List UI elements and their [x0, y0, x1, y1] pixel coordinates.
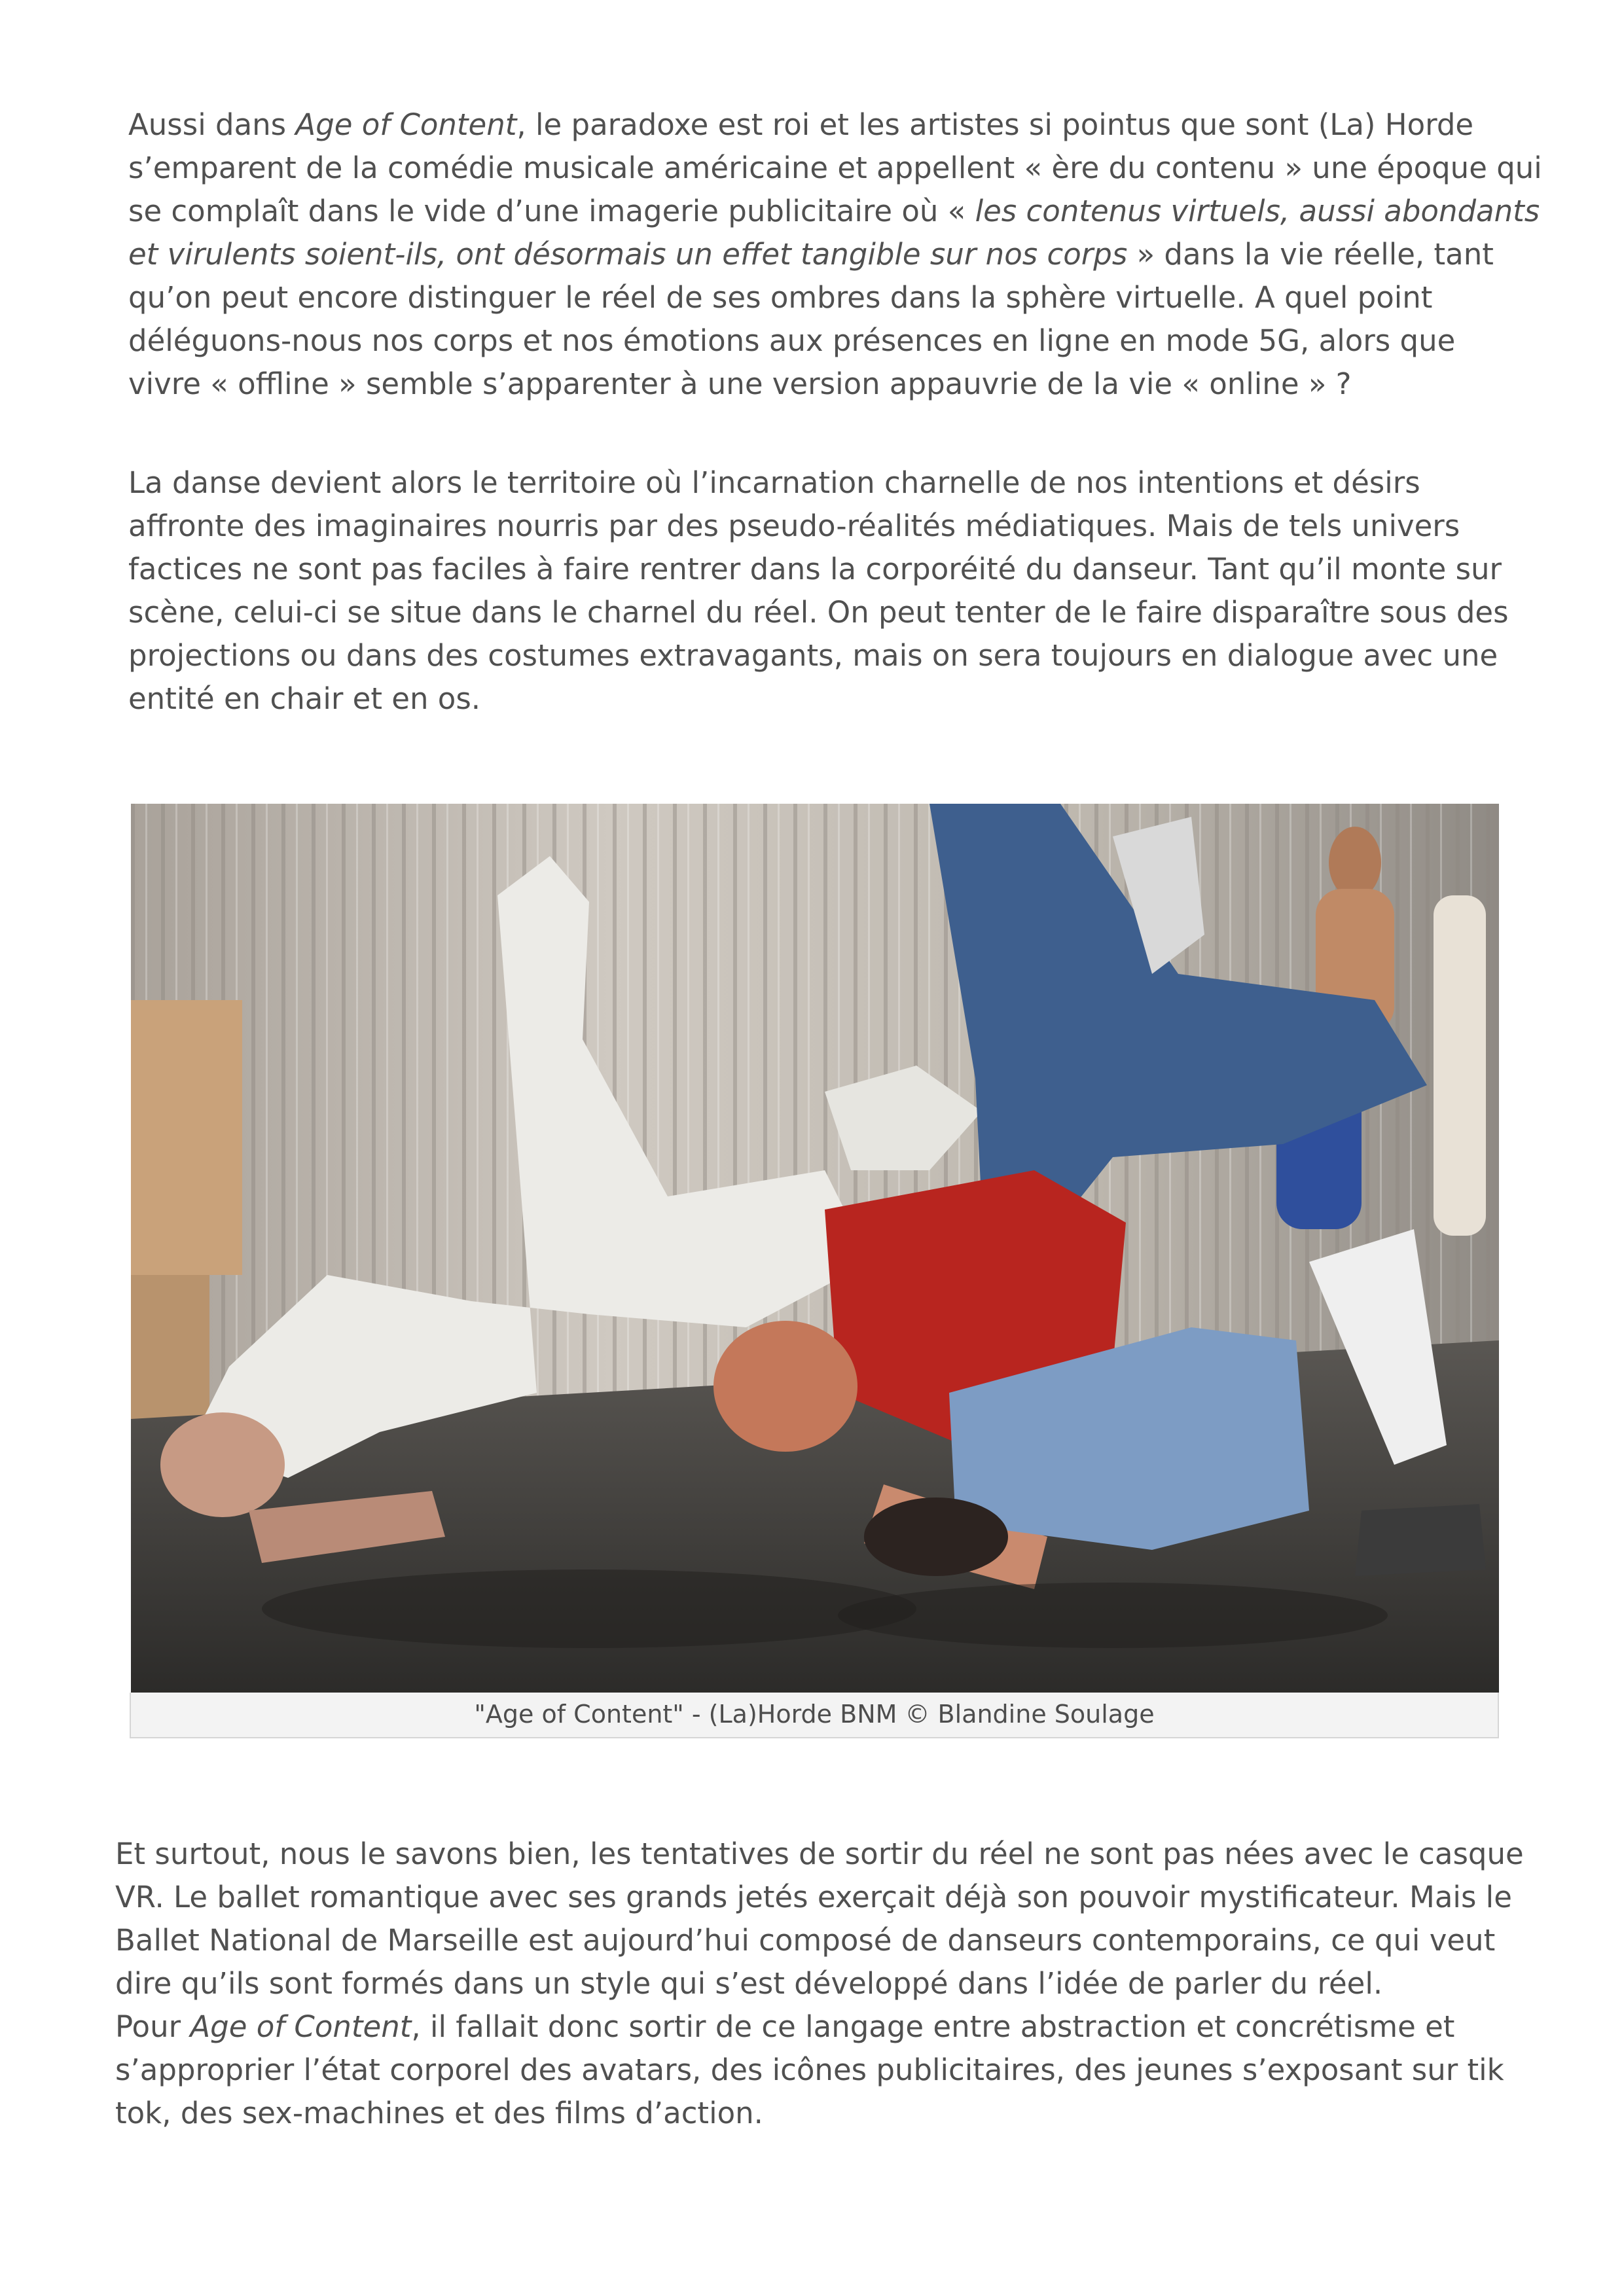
- text-line: [128, 461, 1509, 505]
- italic-text-run: Age of Content: [295, 107, 517, 142]
- text-run: projections ou dans des costumes extravagants, mais on sera toujours en dialogue avec une: [128, 638, 1498, 673]
- text-run: Aussi dans: [128, 107, 296, 142]
- text-run: Et surtout, nous le savons bien, les tentatives de sortir du réel ne sont pas nées avec le casque: [115, 1837, 1524, 1871]
- text-line: [128, 147, 1542, 190]
- text-run: affronte des imaginaires nourris par des pseudo-réalités médiatiques. Mais de tels univers: [128, 509, 1460, 543]
- text-line: [115, 2049, 1524, 2092]
- text-line: [115, 2092, 1524, 2135]
- paragraph-sortir-du-reel: [115, 1833, 1524, 2135]
- text-line: [128, 548, 1509, 591]
- text-line: [128, 363, 1542, 406]
- text-line: [128, 505, 1509, 548]
- text-run: dire qu’ils sont formés dans un style qui s’est développé dans l’idée de parler du réel.: [115, 1966, 1383, 2001]
- text-run: se complaît dans le vide d’une imagerie publicitaire où «: [128, 194, 975, 228]
- text-line: [128, 591, 1509, 634]
- text-line: [128, 677, 1509, 721]
- caption-text: "Age of Content" - (La)Horde BNM © Blandine Soulage: [474, 1700, 1155, 1729]
- text-run: s’approprier l’état corporel des avatars, des icônes publicitaires, des jeunes s’exposant sur tik: [115, 2053, 1504, 2087]
- text-line: [115, 1833, 1524, 1876]
- text-run: scène, celui-ci se situe dans le charnel du réel. On peut tenter de le faire disparaître sous des: [128, 595, 1509, 630]
- text-run: , le paradoxe est roi et les artistes si pointus que sont (La) Horde: [516, 107, 1474, 142]
- text-line: [128, 634, 1509, 677]
- text-line: [128, 190, 1542, 233]
- text-run: entité en chair et en os.: [128, 681, 481, 716]
- italic-text-run: les contenus virtuels, aussi abondants: [975, 194, 1540, 228]
- text-run: , il fallait donc sortir de ce langage entre abstraction et concrétisme et: [411, 2009, 1455, 2044]
- text-run: vivre « offline » semble s’apparenter à une version appauvrie de la vie « online » ?: [128, 367, 1352, 401]
- text-run: s’emparent de la comédie musicale américaine et appellent « ère du contenu » une époque qui: [128, 151, 1542, 185]
- text-run: qu’on peut encore distinguer le réel de ses ombres dans la sphère virtuelle. A quel point: [128, 280, 1433, 315]
- text-line: [115, 2005, 1524, 2049]
- text-run: déléguons-nous nos corps et nos émotions aux présences en ligne en mode 5G, alors que: [128, 323, 1456, 358]
- text-run: La danse devient alors le territoire où l’incarnation charnelle de nos intentions et désirs: [128, 465, 1420, 500]
- text-line: [128, 103, 1542, 147]
- text-line: [115, 1876, 1524, 1919]
- text-line: [128, 233, 1542, 276]
- paragraph-age-of-content: [128, 103, 1542, 406]
- paragraph-danse-territoire: [128, 461, 1509, 721]
- figure-caption: [130, 1693, 1499, 1738]
- italic-text-run: et virulents soient-ils, ont désormais un effet tangible sur nos corps: [128, 237, 1128, 272]
- text-run: VR. Le ballet romantique avec ses grands jetés exerçait déjà son pouvoir mystificateur. Mais le: [115, 1880, 1512, 1914]
- text-line: [128, 319, 1542, 363]
- text-run: factices ne sont pas faciles à faire rentrer dans la corporéité du danseur. Tant qu’il monte sur: [128, 552, 1502, 586]
- text-run: Pour: [115, 2009, 190, 2044]
- text-run: tok, des sex-machines et des films d’action.: [115, 2096, 763, 2130]
- text-line: [115, 1919, 1524, 1962]
- text-run: » dans la vie réelle, tant: [1127, 237, 1494, 272]
- text-line: [115, 1962, 1524, 2005]
- text-run: Ballet National de Marseille est aujourd’hui composé de danseurs contemporains, ce qui veut: [115, 1923, 1496, 1958]
- dance-performance-photo: [131, 804, 1499, 1693]
- text-line: [128, 276, 1542, 319]
- article-figure: [130, 804, 1500, 1740]
- italic-text-run: Age of Content: [190, 2009, 412, 2044]
